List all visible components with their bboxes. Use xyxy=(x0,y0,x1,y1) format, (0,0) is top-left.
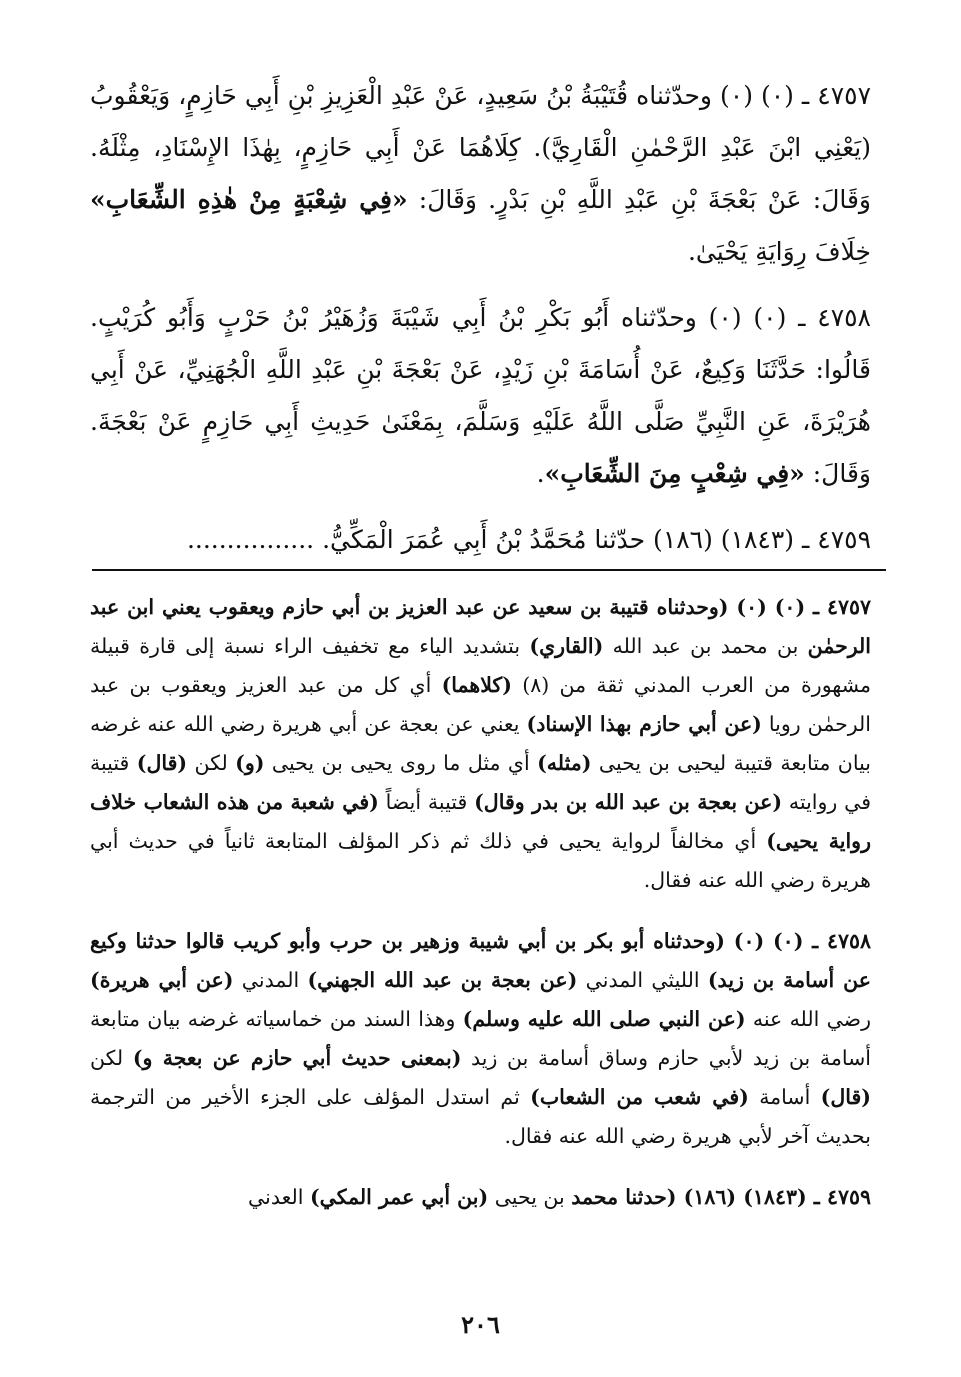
commentary-4757: ٤٧٥٧ ـ (٠) (٠) (وحدثناه قتيبة بن سعيد عن عبد العزيز بن أبي حازم ويعقوب يعني ابن عبد الرحمٰن بن محمد بن عبد الله (القاري) بتشديد الياء مع تخفيف الراء نسبة إلى قارة قبيلة مشهورة من العرب المدني ثقة من (٨) (كلاهما) أي كل من عبد العزيز ويعقوب بن عبد الرحمٰن رويا (عن أبي حازم بهذا الإسناد) يعني عن بعجة عن أبي هريرة رضي الله عنه غرضه بيان متابعة قتيبة ليحيى بن يحيى (مثله) أي مثل ما روى يحيى بن يحيى (و) لكن (قال) قتيبة في روايته (عن بعجة بن عبد الله بن بدر وقال) قتيبة أيضاً (في شعبة من هذه الشعاب خلاف رواية يحيى) أي مخالفاً لرواية يحيى في ذلك ثم ذكر المؤلف المتابعة ثانياً في حديث أبي هريرة رضي الله عنه فقال. xyxy=(90,595,872,892)
commentary-4758: ٤٧٥٨ ـ (٠) (٠) (وحدثناه أبو بكر بن أبي شيبة وزهير بن حرب وأبو كريب قالوا حدثنا وكيع عن أسامة بن زيد) الليثي المدني (عن بعجة بن عبد الله الجهني) المدني (عن أبي هريرة) رضي الله عنه (عن النبي صلى الله عليه وسلم) وهذا السند من خماسياته غرضه بيان متابعة أسامة بن زيد لأبي حازم وساق أسامة بن زيد (بمعنى حديث أبي حازم عن بعجة و) لكن (قال) أسامة (في شعب من الشعاب) ثم استدل المؤلف على الجزء الأخير من الترجمة بحديث آخر لأبي هريرة رضي الله عنه فقال. xyxy=(90,929,871,1148)
hadith-number: ٤٧٥٧ ـ (٠) (٠) xyxy=(720,81,871,110)
divider-line xyxy=(92,569,886,571)
commentary-4759: ٤٧٥٩ ـ (١٨٤٣) (١٨٦) (حدثنا محمد بن يحيى (بن أبي عمر المكي) العدني xyxy=(248,1185,871,1209)
hadith-number: ٤٧٥٨ ـ (٠) (٠) xyxy=(708,303,871,332)
hadith-text-block xyxy=(90,70,871,580)
hadith-number: ٤٧٥٩ ـ (١٨٤٣) (١٨٦) xyxy=(653,525,871,554)
page-number: ٢٠٦ xyxy=(461,1310,500,1339)
continuation-dots: ................ xyxy=(186,525,315,554)
hadith-4759: ٤٧٥٩ ـ (١٨٤٣) (١٨٦) حدّثنا مُحَمَّدُ بْنُ أَبِي عُمَرَ الْمَكِّيُّ. ................ xyxy=(186,525,871,554)
commentary-block xyxy=(90,588,871,1239)
hadith-4758: ٤٧٥٨ ـ (٠) (٠) وحدّثناه أَبُو بَكْرِ بْنُ أَبِي شَيْبَةَ وَزُهَيْرُ بْنُ حَرْبٍ وَأَبُو كُرَيْبٍ. قَالُوا: حَدَّثَنَا وَكِيعٌ، عَنْ أُسَامَةَ بْنِ زَيْدٍ، عَنْ بَعْجَةَ بْنِ عَبْدِ اللَّهِ الْجُهَنِيِّ، عَنْ أَبِي هُرَيْرَةَ، عَنِ النَّبِيِّ صَلَّى اللَّهُ عَلَيْهِ وَسَلَّمَ، بِمَعْنَىٰ حَدِيثِ أَبِي حَازِمٍ عَنْ بَعْجَةَ. وَقَالَ: «فِي شِعْبٍ مِنَ الشِّعَابِ». xyxy=(90,303,871,488)
hadith-4757: ٤٧٥٧ ـ (٠) (٠) وحدّثناه قُتَيْبَةُ بْنُ سَعِيدٍ، عَنْ عَبْدِ الْعَزِيزِ بْنِ أَبِي حَازِمٍ، وَيَعْقُوبُ (يَعْنِي ابْنَ عَبْدِ الرَّحْمٰنِ الْقَارِيَّ). كِلَاهُمَا عَنْ أَبِي حَازِمٍ، بِهٰذَا الإِسْنَادِ، مِثْلَهُ. وَقَالَ: عَنْ بَعْجَةَ بْنِ عَبْدِ اللَّهِ بْنِ بَدْرٍ. وَقَالَ: «فِي شِعْبَةٍ مِنْ هٰذِهِ الشِّعَابِ» خِلَافَ رِوَايَةِ يَحْيَىٰ. xyxy=(90,81,871,266)
